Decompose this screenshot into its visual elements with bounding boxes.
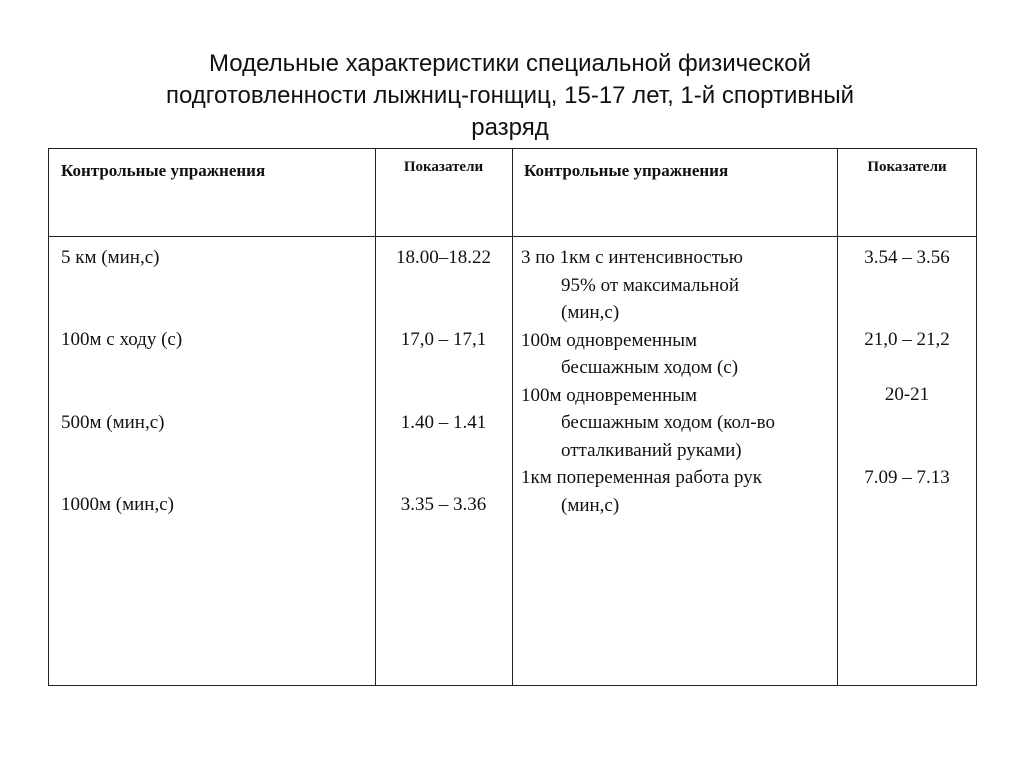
left-exercise: 1000м (мин,с)	[61, 494, 174, 515]
right-value: 20-21	[884, 384, 930, 405]
page-title	[80, 48, 940, 144]
left-exercise: 100м с ходу (с)	[61, 329, 183, 350]
exercise-line: 100м одновременным	[521, 384, 698, 406]
exercise-line: отталкиваний руками)	[561, 439, 742, 461]
exercise-line: бесшажным ходом (с)	[561, 357, 739, 378]
exercise-line: 1км попеременная работа рук	[521, 467, 762, 488]
header-divider	[49, 236, 976, 237]
exercise-line: бесшажным ходом (кол-во	[561, 412, 775, 433]
header-exercises-left: Контрольные упражнения	[61, 161, 266, 180]
left-exercise: 500м (мин,с)	[61, 412, 165, 433]
exercise-line: 3 по 1км с интенсивностью	[521, 247, 743, 268]
right-value: 7.09 – 7.13	[864, 467, 950, 488]
exercise-line: (мин,с)	[561, 494, 620, 516]
left-value: 3.35 – 3.36	[400, 494, 487, 515]
standards-table	[48, 148, 977, 686]
right-value: 3.54 – 3.56	[864, 247, 950, 268]
header-values-left: Показатели	[403, 159, 484, 175]
right-exercise	[521, 244, 775, 519]
title-line: подготовленности лыжниц-гонщиц, 15-17 лет, 1-й спортивный	[165, 82, 855, 109]
title-line: разряд	[471, 114, 549, 141]
right-value: 21,0 – 21,2	[864, 329, 950, 350]
exercise-line: (мин,с)	[561, 302, 620, 323]
left-value: 1.40 – 1.41	[400, 412, 487, 433]
exercise-line: 100м одновременным	[521, 329, 698, 351]
left-exercise: 5 км (мин,с)	[61, 247, 160, 268]
header-values-right: Показатели	[867, 159, 947, 175]
left-value: 18.00–18.22	[396, 247, 491, 268]
title-line: Модельные характеристики специальной физической	[209, 50, 811, 77]
exercise-line: 95% от максимальной	[561, 274, 740, 296]
column-divider	[837, 149, 838, 685]
left-value: 17,0 – 17,1	[400, 329, 487, 350]
column-divider	[512, 149, 513, 685]
header-exercises-right: Контрольные упражнения	[524, 161, 729, 180]
